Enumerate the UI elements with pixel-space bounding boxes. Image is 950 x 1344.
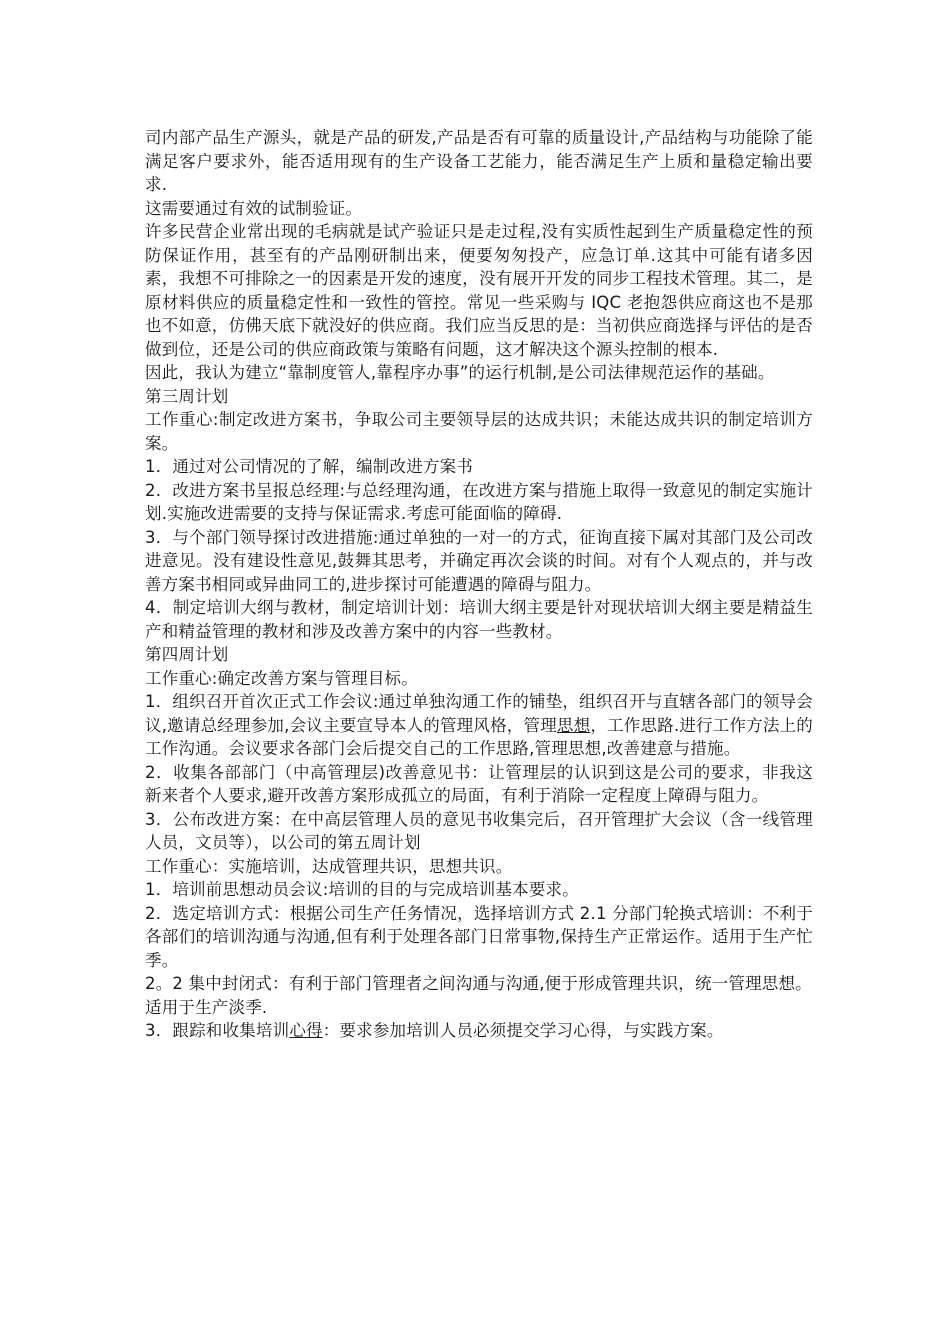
list-item: 2．选定培训方式：根据公司生产任务情况，选择培训方式 2.1 分部门轮换式培训：不利于各部们的培训沟通与沟通,但有利于处理各部门日常事物,保持生产正常运作。适用于生产忙季。 [145,903,813,970]
paragraph: 工作重心:制定改进方案书，争取公司主要领导层的达成共识；未能达成共识的制定培训方案。 [145,410,813,453]
text-segment: 1．组织召开首次正式工作会议:通过单独沟通工作的铺垫，组织召开与直辖各部门的领导会议,邀请总经理参加,会议主要宣导本人的管理风格，管理 [145,692,813,735]
paragraph: 适用于生产淡季. [145,997,268,1017]
section-heading-week-4: 第四周计划 [145,645,229,664]
section-heading-week-3: 第三周计划 [145,386,229,406]
underlined-link-text[interactable]: 思想 [556,715,591,735]
list-item: 2。2 集中封闭式：有利于部门管理者之间沟通与沟通,便于形成管理共识，统一管理思想。 [145,974,812,993]
paragraph: 司内部产品生产源头，就是产品的研发,产品是否有可靠的质量设计,产品结构与功能除了能满足客户要求外，能否适用现有的生产设备工艺能力，能否满足生产上质和量稳定输出要求. [145,128,813,194]
list-item: 1．培训前思想动员会议:培训的目的与完成培训基本要求。 [145,880,579,899]
list-item: 1．通过对公司情况的了解，编制改进方案书 [145,457,473,476]
text-segment: ，工作思路.进行工作方法上的工作沟通。会议要求各部门会后提交自己的工作思路,管理思想,改善建意与措施。 [145,715,813,758]
text-segment: 3．跟踪和收集培训 [145,1021,290,1040]
document-body [145,126,813,1043]
list-item: 2．收集各部部门（中高管理层)改善意见书：让管理层的认识到这是公司的要求，非我这新来者个人要求,避开改善方案形成孤立的局面，有利于消除一定程度上障碍与阻力。 [145,762,813,805]
list-item: 3．与个部门领导探讨改进措施:通过单独的一对一的方式，征询直接下属对其部门及公司改进意见。没有建设性意见,鼓舞其思考，并确定再次会谈的时间。对有个人观点的，并与改善方案书相同或异曲同工的,进步探讨可能遭遇的障碍与阻力。 [145,527,813,594]
paragraph: 因此，我认为建立“靠制度管人,靠程序办事”的运行机制,是公司法律规范运作的基础。 [145,363,775,382]
paragraph: 工作重心:确定改善方案与管理目标。 [145,668,418,688]
paragraph: 工作重心：实施培训，达成管理共识，思想共识。 [145,856,513,876]
list-item: 4．制定培训大纲与教材，制定培训计划：培训大纲主要是针对现状培训大纲主要是精益生产和精益管理的教材和涉及改善方案中的内容一些教材。 [145,598,813,641]
list-item [145,690,813,761]
text-segment: ：要求参加培训人员必须提交学习心得，与实践方案。 [322,1021,724,1040]
paragraph: 许多民营企业常出现的毛病就是试产验证只是走过程,没有实质性起到生产质量稳定性的预防保证作用，甚至有的产品刚研制出来，便要匆匆投产，应急订单.这其中可能有诸多因素，我想不可排除之一的因素是开发的速度，没有展开开发的同步工程技术管理。其二，是原材料供应的质量稳定性和一致性的管控。常见一些采购与 IQC 老抱怨供应商这也不是那也不如意，仿佛天底下就没好的供应商。我们应当反思的是：当初供应商选择与评估的是否做到位，还是公司的供应商政策与策略有问题，这才解决这个源头控制的根本. [145,222,813,359]
list-item: 2．改进方案书呈报总经理:与总经理沟通，在改进方案与措施上取得一致意见的制定实施计划.实施改进需要的支持与保证需求.考虑可能面临的障碍. [145,480,813,523]
paragraph: 这需要通过有效的试制验证。 [145,198,363,218]
list-item: 3．公布改进方案：在中高层管理人员的意见书收集完后，召开管理扩大会议（含一线管理人员，文员等），以公司的第五周计划 [145,809,813,852]
underlined-link-text[interactable]: 心得 [289,1021,323,1040]
list-item [145,1019,813,1043]
